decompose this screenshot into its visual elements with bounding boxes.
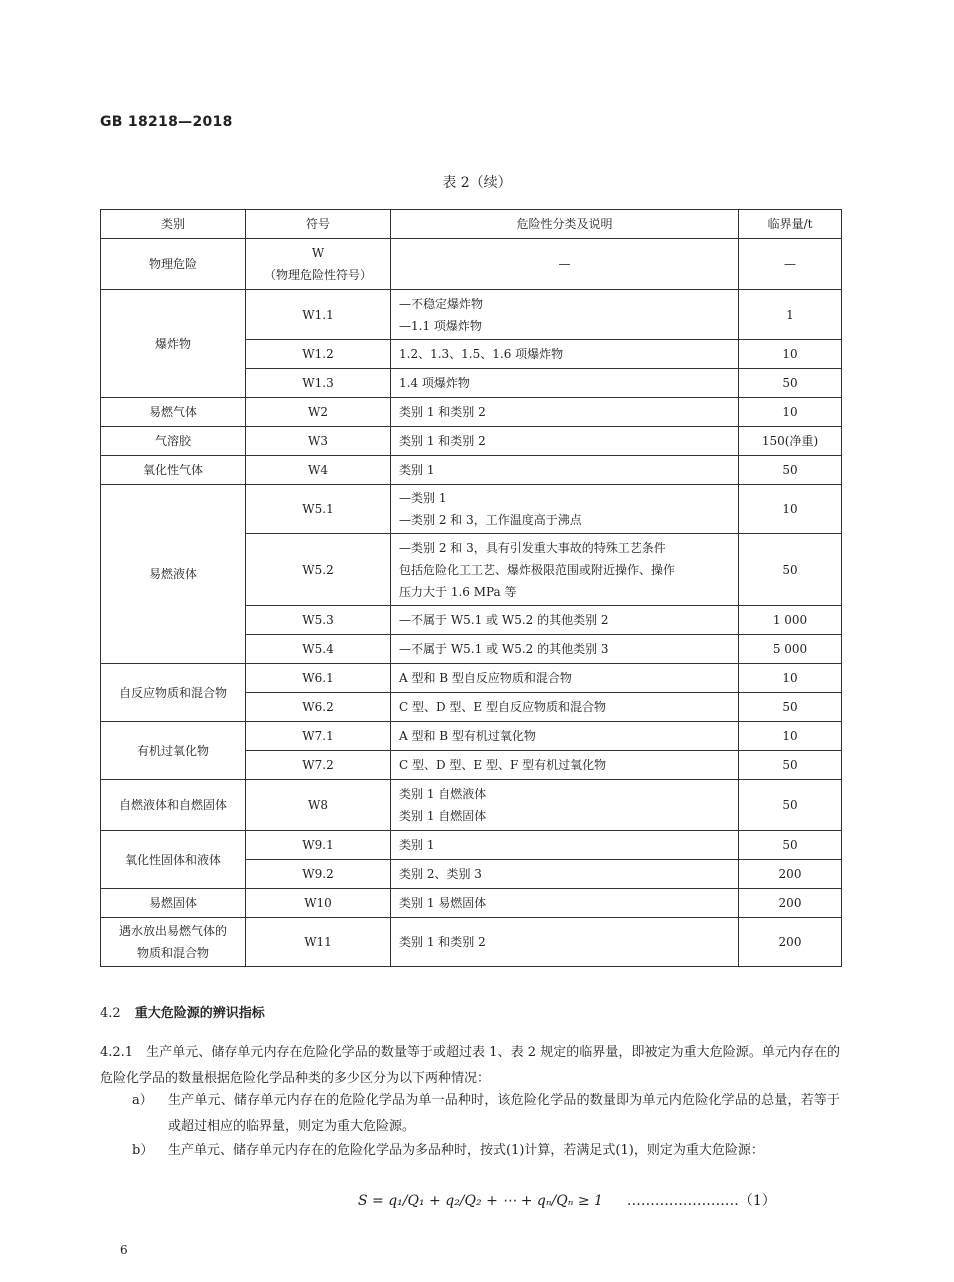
symbol: W xyxy=(311,246,325,260)
description-cell: —不属于 W5.1 或 W5.2 的其他类别 3 xyxy=(391,635,739,664)
category-cell xyxy=(101,918,246,967)
description-cell xyxy=(391,485,739,534)
category-cell: 物理危险 xyxy=(101,239,246,290)
list-item-label: a） xyxy=(132,1093,153,1108)
symbol-cell: W6.2 xyxy=(246,693,391,722)
list-item-b xyxy=(132,1138,840,1164)
table-row xyxy=(101,664,842,693)
description-cell: 类别 1 和类别 2 xyxy=(391,427,739,456)
symbol-cell: W5.4 xyxy=(246,635,391,664)
symbol-cell xyxy=(246,239,391,290)
page-number: 6 xyxy=(120,1243,128,1257)
symbol-cell: W4 xyxy=(246,456,391,485)
table-row xyxy=(101,427,842,456)
threshold-cell: 10 xyxy=(739,398,842,427)
description-cell: C 型、D 型、E 型、F 型有机过氧化物 xyxy=(391,751,739,780)
threshold-cell: 200 xyxy=(739,889,842,918)
table-row xyxy=(101,918,842,967)
category-line: 遇水放出易燃气体的 xyxy=(118,924,227,938)
table-row xyxy=(101,889,842,918)
symbol-cell: W5.1 xyxy=(246,485,391,534)
description-cell: A 型和 B 型自反应物质和混合物 xyxy=(391,664,739,693)
symbol-cell: W8 xyxy=(246,780,391,831)
description-line: —类别 2 和 3，工作温度高于沸点 xyxy=(399,513,582,527)
threshold-cell: — xyxy=(739,239,842,290)
col-header: 临界量/t xyxy=(739,210,842,239)
table-row xyxy=(101,456,842,485)
section-number: 4.2 xyxy=(100,1006,121,1021)
description-cell: 1.2、1.3、1.5、1.6 项爆炸物 xyxy=(391,340,739,369)
list-item-a xyxy=(132,1088,840,1140)
description-line: —1.1 项爆炸物 xyxy=(399,318,482,333)
symbol-cell: W6.1 xyxy=(246,664,391,693)
category-cell: 氧化性固体和液体 xyxy=(101,831,246,889)
table-row xyxy=(101,398,842,427)
symbol-cell: W11 xyxy=(246,918,391,967)
formula-1 xyxy=(358,1190,776,1210)
section-title: 重大危险源的辨识指标 xyxy=(134,1006,265,1021)
list-item-label: b） xyxy=(132,1143,154,1158)
symbol-cell: W10 xyxy=(246,889,391,918)
threshold-cell: 50 xyxy=(739,780,842,831)
description-cell: 类别 1 和类别 2 xyxy=(391,918,739,967)
category-cell: 气溶胶 xyxy=(101,427,246,456)
symbol-cell: W1.3 xyxy=(246,369,391,398)
description-line: 类别 1 自燃固体 xyxy=(399,809,487,823)
description-cell: 类别 1 xyxy=(391,456,739,485)
category-cell: 自燃液体和自燃固体 xyxy=(101,780,246,831)
threshold-cell: 200 xyxy=(739,918,842,967)
table-row xyxy=(101,722,842,751)
description-cell: 类别 1 易燃固体 xyxy=(391,889,739,918)
symbol-cell: W7.2 xyxy=(246,751,391,780)
standard-id: GB 18218—2018 xyxy=(100,114,233,130)
description-line: —不稳定爆炸物 xyxy=(399,296,484,311)
symbol-cell: W9.2 xyxy=(246,860,391,889)
description-line: —类别 2 和 3，具有引发重大事故的特殊工艺条件 xyxy=(399,540,666,555)
threshold-cell: 10 xyxy=(739,340,842,369)
threshold-cell: 10 xyxy=(739,722,842,751)
col-header: 危险性分类及说明 xyxy=(391,210,739,239)
formula-reference: ……………………（1） xyxy=(626,1193,776,1209)
symbol-cell: W1.2 xyxy=(246,340,391,369)
threshold-cell: 1 xyxy=(739,290,842,340)
symbol-cell: W3 xyxy=(246,427,391,456)
description-line: 压力大于 1.6 MPa 等 xyxy=(399,584,517,599)
category-cell: 爆炸物 xyxy=(101,290,246,398)
category-cell: 易燃气体 xyxy=(101,398,246,427)
col-header: 类别 xyxy=(101,210,246,239)
threshold-cell: 200 xyxy=(739,860,842,889)
table-row xyxy=(101,290,842,340)
description-cell: —不属于 W5.1 或 W5.2 的其他类别 2 xyxy=(391,606,739,635)
category-cell: 自反应物质和混合物 xyxy=(101,664,246,722)
col-header: 符号 xyxy=(246,210,391,239)
threshold-cell: 50 xyxy=(739,456,842,485)
table-title: 表 2（续） xyxy=(442,175,512,191)
paragraph-4-2-1: 4.2.1 生产单元、储存单元内存在危险化学品的数量等于或超过表 1、表 2 规定的临界量，即被定为重大危险源。单元内存在的危险化学品的数量根据危险化学品种类的多少区分为以下两种情况： xyxy=(100,1045,840,1086)
category-cell: 有机过氧化物 xyxy=(101,722,246,780)
description-cell: 1.4 项爆炸物 xyxy=(391,369,739,398)
symbol-cell: W7.1 xyxy=(246,722,391,751)
formula-expression: S = q₁/Q₁ + q₂/Q₂ + ⋯ + qₙ/Qₙ ≥ 1 xyxy=(358,1193,603,1209)
symbol-cell: W1.1 xyxy=(246,290,391,340)
list-item-text: 生产单元、储存单元内存在的危险化学品为单一品种时，该危险化学品的数量即为单元内危险化学品的总量，若等于或超过相应的临界量，则定为重大危险源。 xyxy=(168,1093,840,1134)
threshold-cell: 1 000 xyxy=(739,606,842,635)
threshold-cell: 50 xyxy=(739,751,842,780)
hazard-threshold-table xyxy=(100,209,842,967)
category-cell: 易燃液体 xyxy=(101,485,246,664)
description-cell: 类别 1 和类别 2 xyxy=(391,398,739,427)
description-line: 类别 1 自燃液体 xyxy=(399,787,487,801)
list-item-text: 生产单元、储存单元内存在的危险化学品为多品种时，按式(1)计算，若满足式(1)，则定为重大危险源： xyxy=(168,1143,764,1158)
threshold-cell: 10 xyxy=(739,664,842,693)
description-cell: 类别 2、类别 3 xyxy=(391,860,739,889)
symbol-cell: W2 xyxy=(246,398,391,427)
table-row xyxy=(101,485,842,534)
description-cell xyxy=(391,290,739,340)
threshold-cell: 10 xyxy=(739,485,842,534)
threshold-cell: 5 000 xyxy=(739,635,842,664)
table-header-row xyxy=(101,210,842,239)
threshold-cell: 50 xyxy=(739,693,842,722)
threshold-cell: 50 xyxy=(739,831,842,860)
table-row xyxy=(101,831,842,860)
description-cell: C 型、D 型、E 型自反应物质和混合物 xyxy=(391,693,739,722)
category-cell: 易燃固体 xyxy=(101,889,246,918)
description-cell xyxy=(391,534,739,606)
table-row xyxy=(101,239,842,290)
description-line: 包括危险化工工艺、爆炸极限范围或附近操作、操作 xyxy=(399,562,676,577)
threshold-cell: 50 xyxy=(739,369,842,398)
category-line: 物质和混合物 xyxy=(136,946,209,960)
description-cell: 类别 1 xyxy=(391,831,739,860)
symbol-cell: W9.1 xyxy=(246,831,391,860)
category-cell: 氧化性气体 xyxy=(101,456,246,485)
description-cell xyxy=(391,780,739,831)
symbol-cell: W5.3 xyxy=(246,606,391,635)
table-row xyxy=(101,780,842,831)
symbol-note: （物理危险性符号） xyxy=(263,268,372,282)
description-cell: — xyxy=(391,239,739,290)
threshold-cell: 150(净重) xyxy=(739,427,842,456)
threshold-cell: 50 xyxy=(739,534,842,606)
symbol-cell: W5.2 xyxy=(246,534,391,606)
description-line: —类别 1 xyxy=(399,491,447,505)
description-cell: A 型和 B 型有机过氧化物 xyxy=(391,722,739,751)
section-heading xyxy=(100,1002,265,1021)
